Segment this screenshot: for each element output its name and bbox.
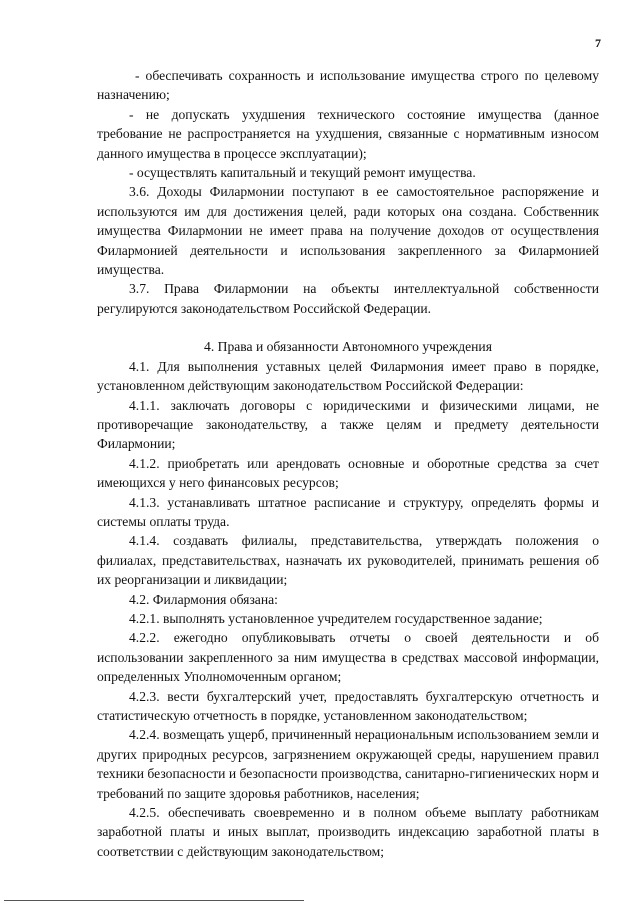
paragraph-4-1-2: 4.1.2. приобретать или арендовать основные и оборотные средства за счет имеющихся у него финансовых ресурсов; — [97, 455, 599, 491]
paragraph-4-2-1: 4.2.1. выполнять установленное учредителем государственное задание; — [129, 610, 543, 626]
paragraph-3-6: 3.6. Доходы Филармонии поступают в ее самостоятельное распоряжение и используются им для достижения целей, ради которых она создана. Собственник имущества Филармонии не имеет права на получение доходов от осуществления Филармонией деятельности и использования закрепленного за Филармонией имущества. — [97, 184, 599, 278]
paragraph-4-2: 4.2. Филармония обязана: — [129, 591, 278, 607]
paragraph-item-repair: - осуществлять капитальный и текущий ремонт имущества. — [129, 165, 476, 181]
section-heading: 4. Права и обязанности Автономного учреждения — [204, 339, 492, 355]
paragraph-4-1: 4.1. Для выполнения уставных целей Филармония имеет право в порядке, установленном действующим законодательством Российской Федерации: — [97, 358, 599, 394]
footer-divider — [4, 900, 304, 901]
page-body — [97, 66, 599, 861]
paragraph-4-1-1: 4.1.1. заключать договоры с юридическими и физическими лицами, не противоречащие законодательству, а также целям и предмету деятельности Филармонии; — [97, 397, 599, 452]
page-number: 7 — [595, 36, 601, 50]
paragraph-item-no-deterioration: - не допускать ухудшения технического состояние имущества (данное требование не распространяется на ухудшения, связанные с нормативным износом данного имущества в процессе эксплуатации); — [97, 106, 599, 161]
paragraph-4-2-5: 4.2.5. обеспечивать своевременно и в полном объеме выплату работникам заработной платы и иных выплат, производить индексацию заработной платы в соответствии с действующим законодательством; — [97, 805, 599, 859]
paragraph-4-1-4: 4.1.4. создавать филиалы, представительства, утверждать положения о филиалах, представительствах, назначать их руководителей, принимать решения об их реорганизации и ликвидации; — [97, 533, 599, 588]
paragraph-4-2-2: 4.2.2. ежегодно опубликовывать отчеты о своей деятельности и об использовании закрепленного за ним имущества в средствах массовой информации, определенных Уполномоченным органом; — [97, 630, 599, 685]
paragraph-item-care: - обеспечивать сохранность и использование имущества строго по целевому назначению; — [97, 68, 599, 103]
paragraph-3-7: 3.7. Права Филармонии на объекты интеллектуальной собственности регулируются законодательством Российской Федерации. — [97, 281, 599, 316]
paragraph-4-1-3: 4.1.3. устанавливать штатное расписание и структуру, определять формы и системы оплаты труда. — [97, 494, 599, 529]
paragraph-4-2-4: 4.2.4. возмещать ущерб, причиненный нерациональным использованием земли и других природных ресурсов, загрязнением окружающей среды, нарушением правил техники безопасности и безопасности производства, санитарно-гигиенических норм и требований по защите здоровья работников, населения; — [97, 727, 599, 801]
paragraph-4-2-3: 4.2.3. вести бухгалтерский учет, предоставлять бухгалтерскую отчетность и статистическую отчетность в порядке, установленном законодательством; — [97, 688, 599, 723]
